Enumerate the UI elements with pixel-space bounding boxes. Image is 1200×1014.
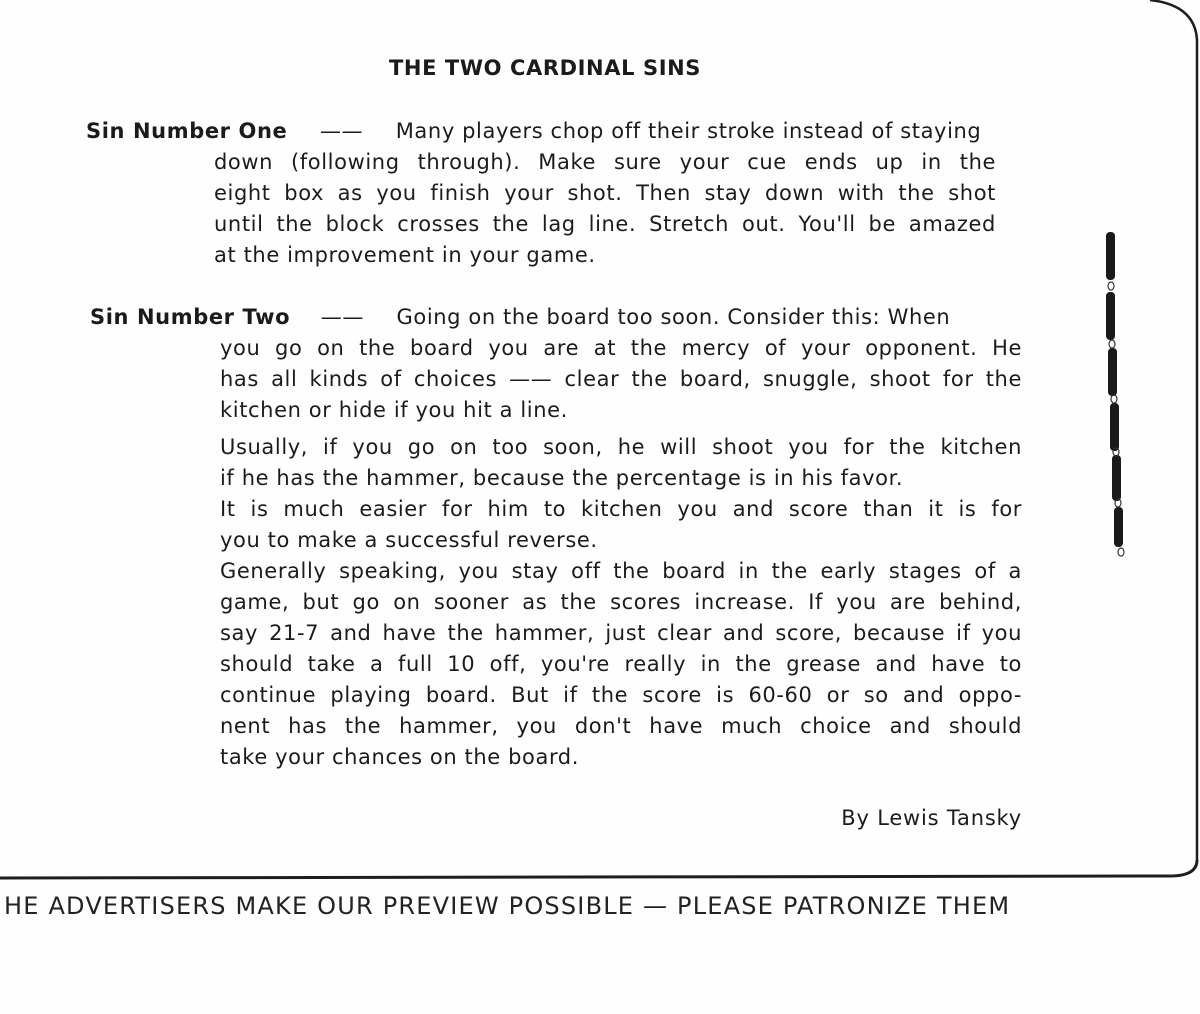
footer-banner: HE ADVERTISERS MAKE OUR PREVIEW POSSIBLE — PLEASE PATRONIZE THEM: [4, 892, 1011, 920]
sin-two-line-8: you to make a successful reverse.: [220, 528, 598, 552]
sin-two-line-1: Going on the board too soon. Consider this: When: [396, 305, 951, 329]
sin-two-section: [90, 302, 1022, 773]
sin-two-dash: ——: [320, 305, 364, 329]
sin-one-line-5: at the improvement in your game.: [214, 243, 596, 267]
page-title: THE TWO CARDINAL SINS: [388, 56, 702, 80]
sin-one-label: Sin Number One: [86, 119, 288, 143]
sin-two-line-9: Generally speaking, you stay off the board in the early stages of a: [220, 559, 1022, 583]
sin-two-line-2: you go on the board you are at the mercy of your opponent. He: [220, 336, 1022, 360]
sin-one-line-2: down (following through). Make sure your cue ends up in the: [214, 150, 996, 174]
sin-one-body: [214, 147, 996, 271]
sin-one-dash: ——: [319, 119, 364, 143]
sin-two-label: Sin Number Two: [90, 305, 291, 329]
sin-two-line-4: kitchen or hide if you hit a line.: [220, 398, 568, 422]
author-byline: By Lewis Tansky: [841, 806, 1022, 830]
sin-one-head: [86, 116, 996, 147]
sin-one-line-3: eight box as you finish your shot. Then stay down with the shot: [214, 181, 996, 205]
sin-one-section: [86, 116, 996, 271]
sin-two-head: [90, 302, 1022, 333]
sin-one-line-4: until the block crosses the lag line. Stretch out. You'll be amazed: [214, 212, 996, 236]
sin-two-line-5: Usually, if you go on too soon, he will shoot you for the kitchen: [220, 435, 1022, 459]
sin-two-line-11: say 21-7 and have the hammer, just clear and score, because if you: [220, 621, 1022, 645]
sin-two-line-10: game, but go on sooner as the scores increase. If you are behind,: [220, 590, 1022, 614]
sin-two-line-15: take your chances on the board.: [220, 745, 580, 769]
sin-two-line-3: has all kinds of choices —— clear the board, snuggle, shoot for the: [220, 367, 1022, 391]
sin-two-line-13: continue playing board. But if the score is 60-60 or so and oppo-: [220, 683, 1022, 707]
sin-one-line-1: Many players chop off their stroke instead of staying: [395, 119, 982, 143]
sin-two-line-14: nent has the hammer, you don't have much choice and should: [220, 714, 1022, 738]
sin-two-line-6: if he has the hammer, because the percentage is in his favor.: [220, 466, 904, 490]
sin-two-body: [220, 333, 1022, 773]
sin-two-line-12: should take a full 10 off, you're really in the grease and have to: [220, 652, 1022, 676]
sin-two-line-7: It is much easier for him to kitchen you and score than it is for: [220, 497, 1022, 521]
